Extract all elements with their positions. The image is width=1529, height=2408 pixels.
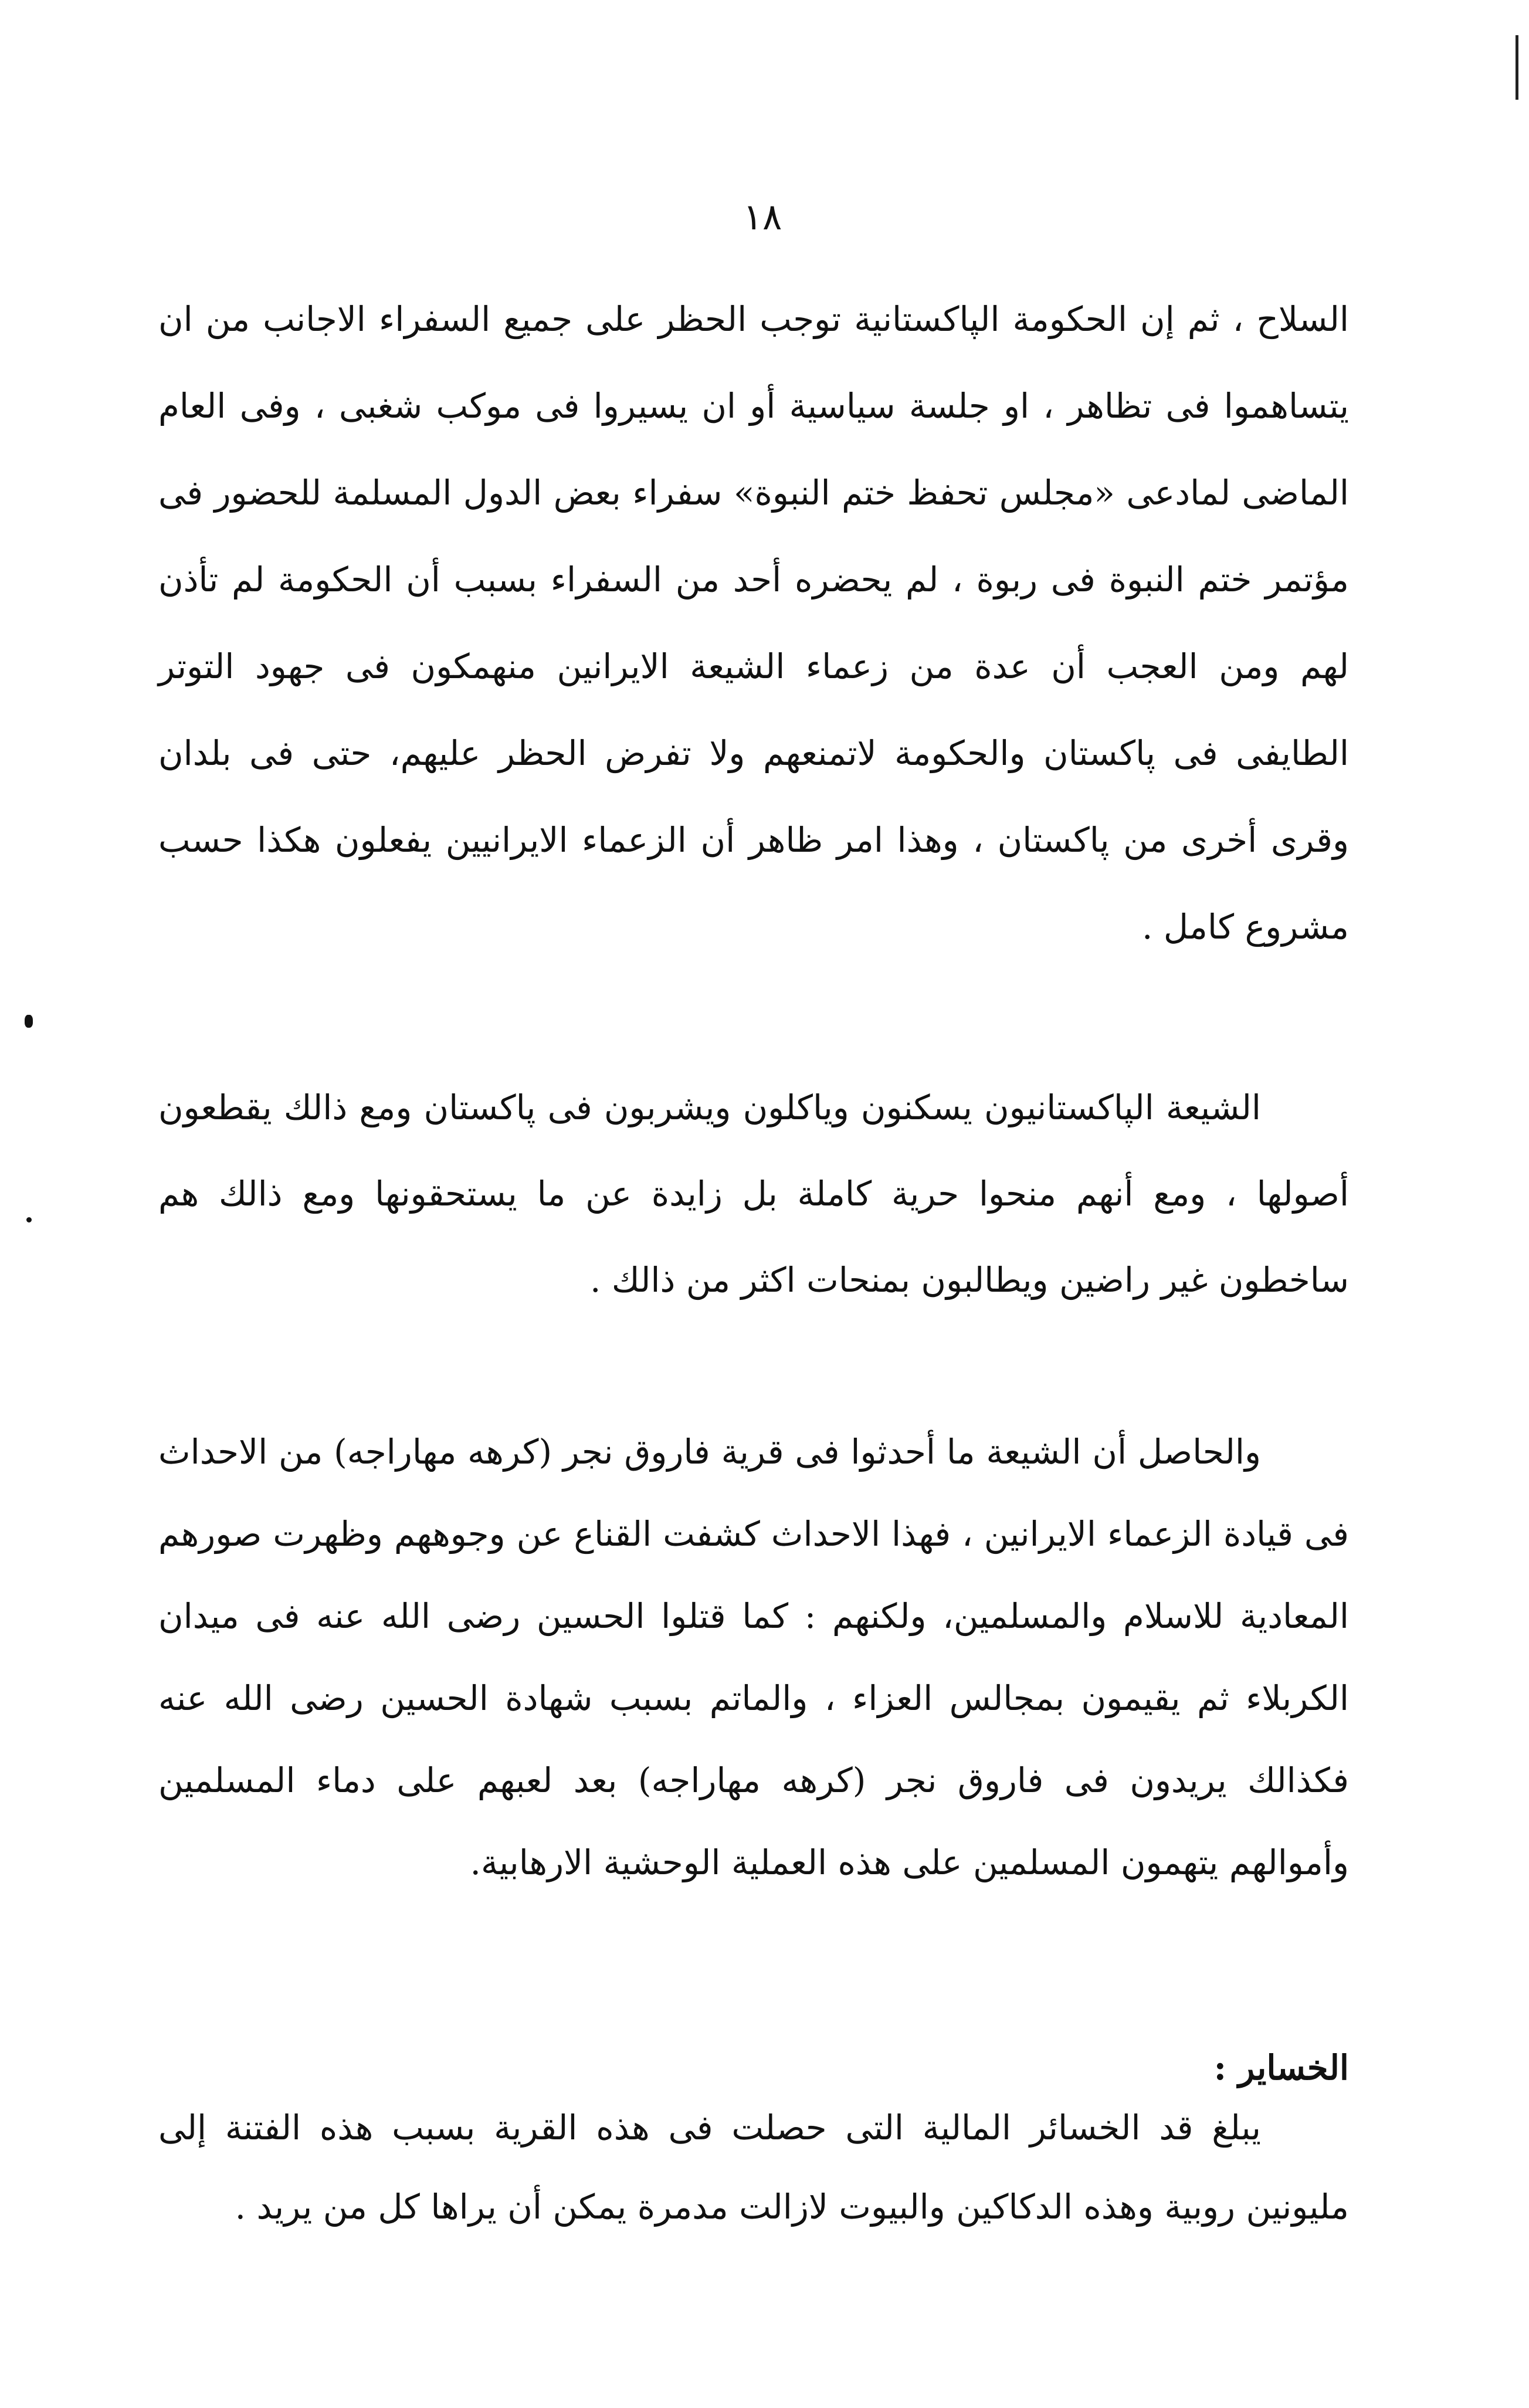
margin-speck	[26, 1217, 32, 1222]
paragraph-2: الشيعة الپاكستانيون يسكنون وياكلون ويشربون فى پاكستان ومع ذالك يقطعون أصولها ، ومع أنهم منحوا حرية كاملة بل زايدة عن ما يستحقونها ومع ذالك هم ساخطون غير راضين ويطالبون بمنحات اكثر من ذالك .	[158, 1088, 1349, 1300]
paragraph-3: والحاصل أن الشيعة ما أحدثوا فى قرية فاروق نجر (كرهه مهاراجه) من الاحداث فى قيادة الزعماء الايرانين ، فهذا الاحداث كشفت القناع عن وجوههم وظهرت صورهم المعادية للاسلام والمسلمين، ولكنهم : كما قتلوا الحسين رضى الله عنه فى ميدان الكربلاء ثم يقيمون بمجالس العزاء ، والماتم بسبب شهادة الحسين رضى الله عنه فكذالك يريدون فى فاروق نجر (كرهه مهاراجه) بعد لعبهم على دماء المسلمين وأموالهم يتهمون المسلمين على هذه العملية الوحشية الارهابية.	[158, 1432, 1349, 1882]
page-number: ١٨	[743, 195, 782, 238]
paragraph-1: السلاح ، ثم إن الحكومة الپاكستانية توجب الحظر على جميع السفراء الاجانب من ان يتساهموا فى تظاهر ، او جلسة سياسية أو ان يسيروا فى موكب شغبى ، وفى العام الماضى لمادعى «مجلس تحفظ ختم النبوة» سفراء بعض الدول المسلمة للحضور فى مؤتمر ختم النبوة فى ربوة ، لم يحضره أحد من السفراء بسبب أن الحكومة لم تأذن لهم ومن العجب أن عدة من زعماء الشيعة الايرانين منهمكون فى جهود التوتر الطايفى فى پاكستان والحكومة لاتمنعهم ولا تفرض الحظر عليهم، حتى فى بلدان وقرى أخرى من پاكستان ، وهذا امر ظاهر أن الزعماء الايرانيين يفعلون هكذا حسب مشروع كامل .	[158, 299, 1349, 947]
margin-speck	[25, 1015, 33, 1028]
scan-edge-mark	[1516, 35, 1518, 100]
paragraph-4: يبلغ قد الخسائر المالية التى حصلت فى هذه القرية بسبب هذه الفتنة إلى مليونين روبية وهذه الدكاكين والبيوت لازالت مدمرة يمكن أن يراها كل من يريد .	[158, 2108, 1349, 2227]
section-heading: الخساير :	[1213, 2048, 1349, 2088]
